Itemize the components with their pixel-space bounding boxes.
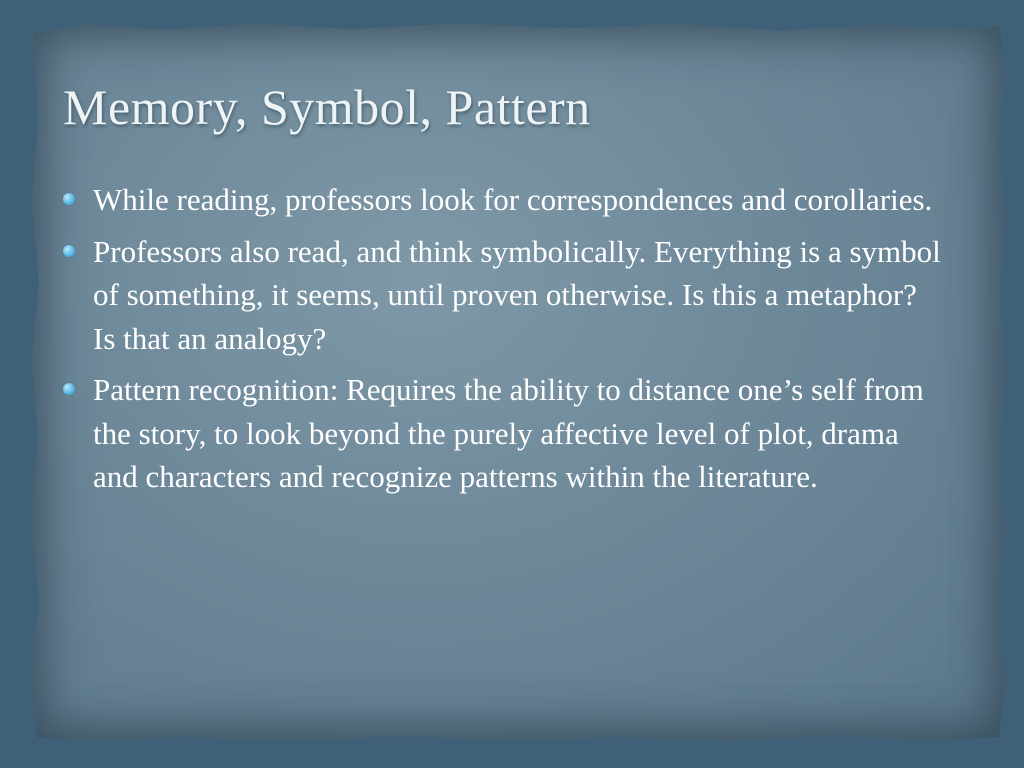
- bullet-text: Professors also read, and think symbolically. Everything is a symbol of something, it seems, until proven otherwise. Is this a metaphor? Is that an analogy?: [93, 233, 941, 356]
- bullet-text: While reading, professors look for correspondences and corollaries.: [93, 182, 933, 217]
- bullet-item: [62, 178, 942, 222]
- bullet-text: Pattern recognition: Requires the ability to distance one’s self from the story, to look beyond the purely affective level of plot, drama and characters and recognize patterns within the literature.: [93, 372, 924, 494]
- slide-title: Memory, Symbol, Pattern: [63, 79, 591, 135]
- bullet-item: [62, 230, 942, 361]
- bullet-item: [62, 368, 942, 499]
- bullet-dot-icon: [63, 383, 75, 395]
- bullet-dot-icon: [63, 245, 75, 257]
- bullet-dot-icon: [63, 193, 75, 205]
- bullet-list: [62, 178, 942, 507]
